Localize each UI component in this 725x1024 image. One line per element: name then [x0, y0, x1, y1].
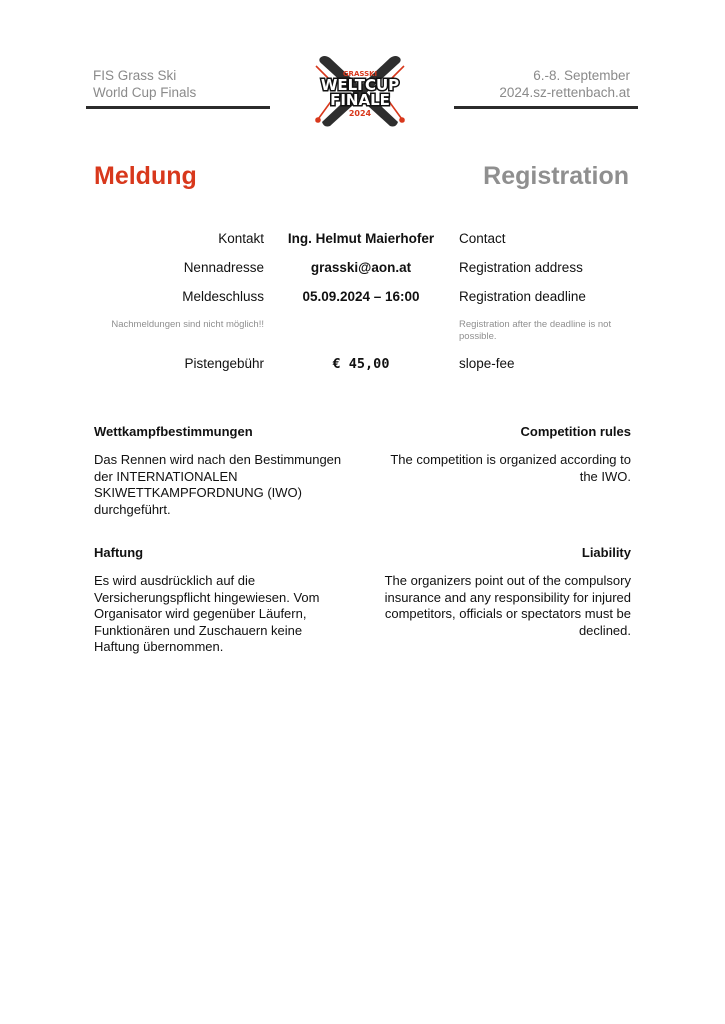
rules-text-en: The competition is organized according to the IWO.: [390, 452, 631, 484]
info-label-de: Meldeschluss: [182, 289, 264, 304]
info-row-late-note: [0, 317, 725, 355]
logo-line1: WELTCUP: [320, 76, 400, 94]
info-label-en: Registration address: [459, 260, 583, 275]
event-name-line1: FIS Grass Ski: [93, 68, 177, 83]
logo-year: 2024: [348, 109, 372, 118]
header-rule-left: [86, 106, 270, 109]
logo-top-text: GRASSKI: [342, 70, 378, 78]
title-german: Meldung: [94, 162, 197, 190]
event-website: 2024.sz-rettenbach.at: [499, 85, 630, 100]
info-value-email[interactable]: grasski@aon.at: [310, 260, 412, 275]
rules-en: [371, 424, 631, 485]
liability-text-en: The organizers point out of the compulsory insurance and any responsibility for injured competitors, officials or spectators must be declined.: [384, 573, 631, 638]
late-note-en: Registration after the deadline is not possible.: [459, 319, 612, 342]
event-dates: 6.-8. September: [533, 68, 630, 83]
liability-en: [371, 545, 631, 639]
weltcup-finale-logo: [310, 52, 410, 130]
info-label-en: Registration deadline: [459, 289, 586, 304]
liability-heading-de: Haftung: [94, 545, 144, 560]
info-value-fee: € 45,00: [332, 356, 390, 372]
info-row-fee: [0, 355, 725, 384]
info-row-address: [0, 259, 725, 288]
liability-heading-en: Liability: [581, 545, 631, 560]
event-date-site: [430, 67, 630, 101]
late-note-de: Nachmeldungen sind nicht möglich!!: [111, 319, 264, 330]
liability-text-de: Es wird ausdrücklich auf die Versicherungspflicht hingewiesen. Vom Organisator wird gegenüber Läufern, Funktionären und Zuschauern keine Haftung übernommen.: [94, 573, 320, 654]
info-label-de: Pistengebühr: [184, 356, 264, 371]
liability-de: [94, 545, 349, 656]
info-label-en: slope-fee: [459, 356, 515, 371]
info-label-de: Nennadresse: [183, 260, 264, 275]
title-english: Registration: [483, 162, 629, 190]
logo-line2: FINALE: [330, 91, 390, 109]
info-row-contact: [0, 230, 725, 259]
info-value: Ing. Helmut Maierhofer: [287, 231, 435, 246]
rules-heading-en: Competition rules: [520, 424, 631, 439]
event-name: [93, 67, 273, 101]
header-rule-right: [454, 106, 638, 109]
rules-heading-de: Wettkampfbestimmungen: [94, 424, 253, 439]
info-label-de: Kontakt: [218, 231, 264, 246]
rules-text-de: Das Rennen wird nach den Bestimmungen der INTERNATIONALEN SKIWETTKAMPFORDNUNG (IWO) durchgeführt.: [94, 452, 342, 517]
info-row-deadline: [0, 288, 725, 317]
info-value: 05.09.2024 – 16:00: [302, 289, 420, 304]
rules-de: [94, 424, 349, 518]
registration-info-table: [0, 230, 725, 384]
info-label-en: Contact: [459, 231, 506, 246]
event-name-line2: World Cup Finals: [93, 85, 197, 100]
